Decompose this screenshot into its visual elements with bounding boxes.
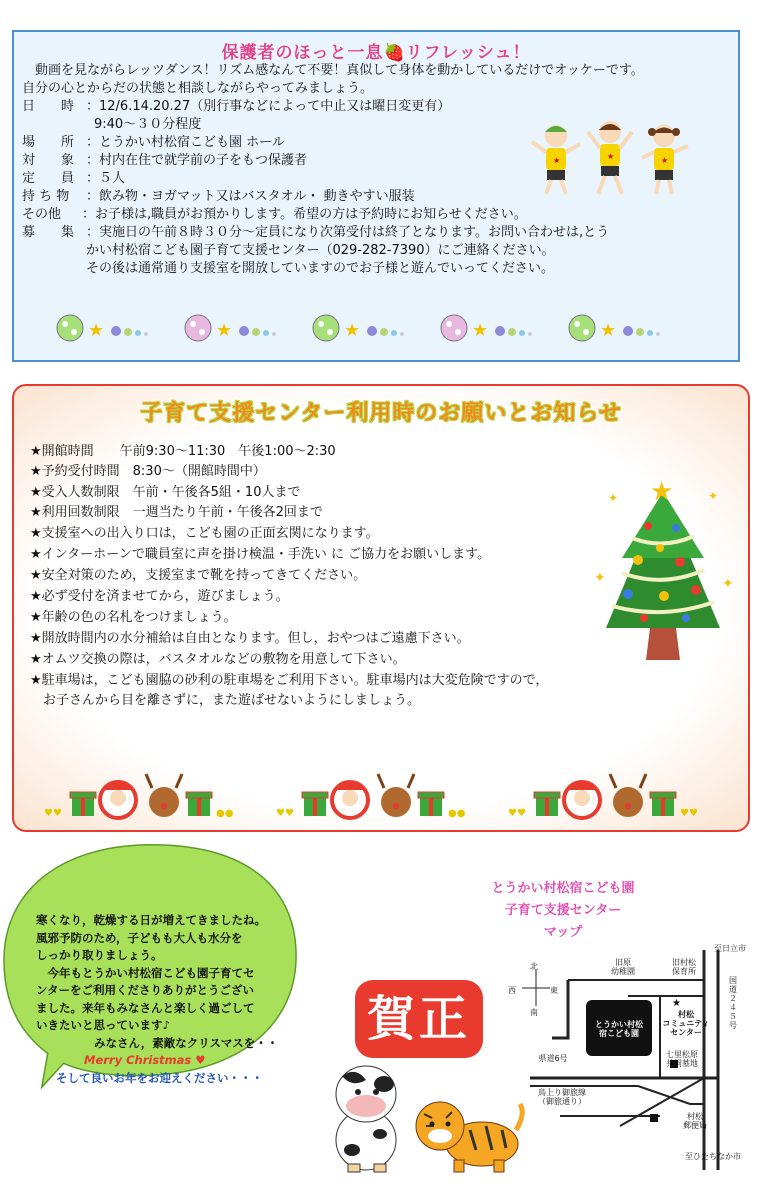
svg-text:★: ★ bbox=[472, 320, 489, 341]
cow-icon bbox=[322, 1062, 412, 1174]
map-post-office: 村松 郵便局 bbox=[683, 1112, 707, 1130]
gasho-stamp: 賀正 bbox=[355, 980, 483, 1058]
refresh-row-time: 9:40～３０分程度 bbox=[94, 117, 202, 132]
svg-text:★: ★ bbox=[672, 998, 681, 1009]
xmas-group-3 bbox=[508, 774, 698, 819]
rule-item: ★必ず受付を済ませてから，遊びましょう。 bbox=[30, 589, 289, 604]
refresh-row-date: 日 時 ：12/6.14.20.27（別行事などによって中止又は曜日変更有） bbox=[22, 99, 451, 114]
svg-text:♥♥: ♥♥ bbox=[680, 808, 698, 819]
tiger-icon bbox=[406, 1090, 526, 1176]
refresh-intro-line-1: 動画を見ながらレッツダンス！リズム感なんて不要！真似して身体を動かしているだけでオッケーです。 bbox=[22, 63, 644, 78]
map-old-nursery: 旧村松 保育所 bbox=[672, 958, 696, 976]
kid-2-icon bbox=[588, 121, 632, 194]
svg-text:✦: ✦ bbox=[708, 489, 719, 503]
refresh-intro bbox=[22, 62, 737, 98]
christmas-tree-icon bbox=[588, 478, 738, 678]
dots-stars-decoration bbox=[54, 312, 714, 346]
refresh-title: 保護者のほっと一息🍓リフレッシュ！ bbox=[221, 43, 531, 63]
rule-item: ★インターホーンで職員室に声を掛け検温・手洗い に ご協力をお願いします。 bbox=[30, 547, 491, 562]
center-rules-box bbox=[12, 384, 750, 832]
svg-text:●●: ●● bbox=[216, 808, 234, 819]
map-title bbox=[448, 878, 678, 944]
refresh-row-recruit-3: その後は通常通り支援室を開放していますのでお子様と遊んでいってください。 bbox=[86, 261, 555, 276]
svg-text:★: ★ bbox=[650, 478, 674, 507]
map-title-line-1: とうかい村松宿こども園 bbox=[491, 881, 635, 896]
rule-item: ★オムツ交換の際は，バスタオルなどの敷物を用意して下さい。 bbox=[30, 652, 406, 667]
svg-text:★: ★ bbox=[88, 320, 105, 341]
rule-item: ★支援室への出入り口は，こども園の正面玄関になります。 bbox=[30, 526, 379, 541]
rule-item: ★利用回数制限 一週当たり午前・午後各2回まで bbox=[30, 505, 323, 520]
svg-text:♥♥: ♥♥ bbox=[508, 808, 526, 819]
svg-text:★: ★ bbox=[216, 320, 233, 341]
map-title-line-3: マップ bbox=[543, 925, 583, 940]
refresh-event-box bbox=[12, 30, 740, 362]
message-line: 今年もとうかい村松宿こども園子育てセ bbox=[36, 965, 255, 980]
xmas-group-2 bbox=[276, 774, 466, 819]
rule-item: ★予約受付時間 8:30～（開館時間中） bbox=[30, 464, 266, 479]
svg-text:♥♥: ♥♥ bbox=[276, 808, 294, 819]
svg-text:✦: ✦ bbox=[608, 491, 619, 505]
svg-text:★: ★ bbox=[661, 156, 669, 165]
kid-3-icon bbox=[642, 125, 688, 194]
refresh-row-recruit-2: かい村松宿こども園子育て支援センター（029-282-7390）にご連絡ください。 bbox=[86, 243, 555, 258]
kid-1-icon bbox=[532, 125, 580, 194]
map-otabi-road: 鳥上り御旅線 （御旅通り） bbox=[538, 1088, 586, 1106]
decoration-group-4 bbox=[441, 315, 532, 341]
rule-item: ★開放時間内の水分補給は自由となります。但し，おやつはご遠慮下さい。 bbox=[30, 631, 470, 646]
map-east: 東 bbox=[550, 986, 558, 995]
xmas-group-1 bbox=[44, 774, 234, 819]
map-to-hitachinaka: 至ひたちなか市 bbox=[685, 1152, 741, 1161]
svg-text:♥♥: ♥♥ bbox=[44, 808, 62, 819]
map-old-kindergarten: 旧原 幼稚園 bbox=[611, 958, 635, 976]
message-text bbox=[36, 912, 288, 1087]
message-greeting: みなさん，素敵なクリスマスを・・ bbox=[94, 1035, 279, 1050]
rule-item: ★駐車場は，こども園脇の砂利の駐車場をご利用下さい。駐車場内は大変危険ですので， bbox=[30, 673, 549, 688]
refresh-row-place: 場 所 ：とうかい村松宿こども園 ホール bbox=[22, 135, 285, 150]
message-line: 寒くなり，乾燥する日が増えてきましたね。 bbox=[36, 913, 266, 927]
map-to-hitachi: 至日立市 bbox=[714, 944, 746, 953]
map-prefroad-6: 県道6号 bbox=[538, 1054, 568, 1063]
svg-text:✦: ✦ bbox=[594, 570, 606, 586]
map-south: 南 bbox=[530, 1008, 538, 1017]
refresh-intro-line-2: 自分の心とからだの状態と相談しながらやってみましょう。 bbox=[22, 81, 374, 96]
rule-item: ★受入人数制限 午前・午後各5組・10人まで bbox=[30, 485, 301, 500]
message-line: ました。来年もみなさんと楽しく過ごして bbox=[36, 1000, 255, 1015]
merry-christmas: Merry Christmas ♥ bbox=[84, 1053, 206, 1067]
decoration-group-3 bbox=[313, 315, 404, 341]
refresh-row-capacity: 定 員 ：５人 bbox=[22, 171, 126, 186]
rule-item: お子さんから目を離さずに，また遊ばせないようにしましょう。 bbox=[30, 693, 421, 708]
svg-text:●●: ●● bbox=[448, 808, 466, 819]
decoration-group-5 bbox=[569, 315, 660, 341]
xmas-decoration-row bbox=[44, 770, 734, 826]
center-rules-title: 子育て支援センター利用時のお願いとお知らせ bbox=[140, 401, 622, 426]
svg-text:★: ★ bbox=[344, 320, 361, 341]
rule-item: ★安全対策のため，支援室まで靴を持ってきてください。 bbox=[30, 568, 367, 583]
map-school: とうかい村松 宿こども園 bbox=[595, 1020, 643, 1038]
svg-text:★: ★ bbox=[607, 152, 615, 161]
rule-item: ★年齢の色の名札をつけましょう。 bbox=[30, 610, 237, 625]
refresh-row-other: その他 ：お子様は,職員がお預かりします。希望の方は予約時にお知らせください。 bbox=[22, 207, 527, 222]
message-line: しっかり取りましょう。 bbox=[36, 948, 163, 962]
map-route-245: 国道 ２ ４ ５ 号 bbox=[729, 976, 737, 1030]
svg-text:★: ★ bbox=[553, 156, 561, 165]
map-west: 西 bbox=[508, 986, 516, 995]
dancing-kids-illustration bbox=[526, 118, 692, 198]
rule-item: ★開館時間 午前9:30～11:30 午後1:00～2:30 bbox=[30, 444, 336, 459]
svg-text:✦: ✦ bbox=[722, 576, 734, 592]
refresh-row-items: 持 ち 物 ：飲み物・ヨガマット又はバスタオル・ 動きやすい服装 bbox=[22, 189, 415, 204]
decoration-group-1 bbox=[57, 315, 148, 341]
refresh-row-target: 対 象 ：村内在住で就学前の子をもつ保護者 bbox=[22, 153, 308, 168]
decoration-group-2 bbox=[185, 315, 276, 341]
message-line: 風邪予防のため，子どもも大人も水分を bbox=[36, 930, 243, 945]
map-north: 北 bbox=[530, 962, 538, 971]
map-cemetery: 七里松原 共同墓地 bbox=[666, 1050, 698, 1068]
map-title-line-2: 子育て支援センター bbox=[504, 903, 622, 918]
new-year-wish: そして良いお年をお迎えください・・・ bbox=[56, 1070, 263, 1085]
message-line: ンターをご利用くださりありがとうござい bbox=[36, 983, 255, 997]
map-community-center: 村松 コミュニティ センター bbox=[662, 1010, 710, 1037]
refresh-row-recruit: 募 集 ：実施日の午前８時３０分～定員になり次第受付は終了となります。お問い合わせは,とう bbox=[22, 225, 610, 240]
svg-text:★: ★ bbox=[600, 320, 617, 341]
message-line: いきたいと思っています♪ bbox=[36, 1018, 170, 1032]
